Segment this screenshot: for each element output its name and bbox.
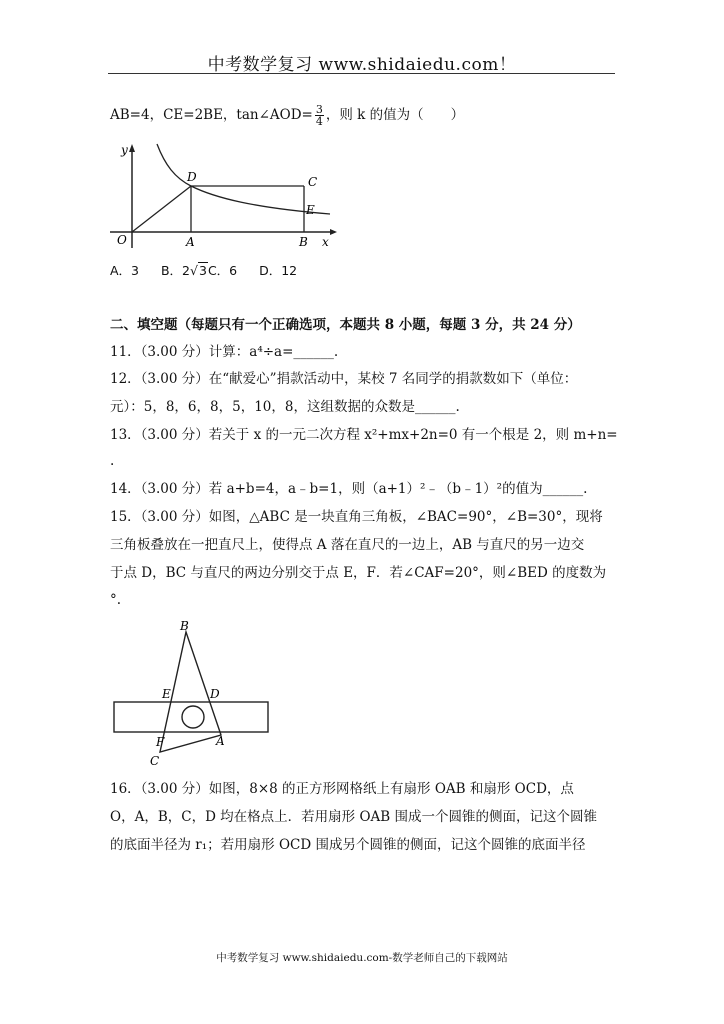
q12-line1: 12．（3.00 分）在“献爱心”捐款活动中，某校 7 名同学的捐款数如下（单位： (110, 371, 578, 387)
graph-label-y: y (121, 143, 128, 157)
fig-label-b: B (180, 619, 189, 633)
q13-line2: . (110, 453, 115, 469)
q10-option-b: B．2√3 (160, 263, 207, 278)
q10-stem (110, 104, 464, 127)
graph-label-x: x (322, 235, 329, 249)
fig-label-a: A (216, 734, 225, 748)
q14-text: 14．（3.00 分）若 a+b=4，a﹣b=1，则（a+1）²﹣（b﹣1）²的值为______. (110, 481, 588, 497)
q10-option-b-radicand: 3 (198, 263, 207, 278)
section-heading: 二、填空题（每题只有一个正确选项，本题共 8 小题，每题 3 分，共 24 分） (110, 317, 581, 333)
q15-line2: 三角板叠放在一把直尺上，使得点 A 落在直尺的一边上，AB 与直尺的另一边交 (110, 537, 585, 553)
q10-options (110, 262, 297, 280)
q10-stem-a: AB=4，CE=2BE，tan∠AOD= (110, 107, 313, 123)
q16-line2: O，A，B，C，D 均在格点上．若用扇形 OAB 围成一个圆锥的侧面，记这个圆锥 (110, 809, 598, 825)
q10-frac-den: 4 (315, 115, 323, 128)
header-divider (108, 73, 615, 74)
segment-od (132, 186, 191, 232)
fig-label-e: E (162, 687, 171, 701)
graph-label-d: D (187, 170, 197, 184)
graph-label-e: E (306, 203, 315, 217)
q10-graph (105, 140, 345, 252)
q10-option-a: A．3 (110, 263, 140, 278)
y-axis-arrow-icon (129, 144, 135, 152)
q10-frac-num: 3 (315, 103, 323, 116)
q10-option-d: D．12 (259, 263, 298, 278)
q10-fraction (315, 104, 324, 127)
page-footer: 中考数学复习 www.shidaiedu.com-数学老师自己的下载网站 (216, 952, 508, 964)
fig-label-d: D (210, 687, 220, 701)
graph-label-b: B (299, 235, 308, 249)
fig-label-c: C (150, 754, 160, 768)
q16-line3: 的底面半径为 r₁；若用扇形 OCD 围成另个圆锥的侧面，记这个圆锥的底面半径 (110, 837, 586, 853)
q12-line2: 元）：5，8，6，8，5，10，8，这组数据的众数是______. (110, 399, 460, 415)
graph-label-c: C (308, 175, 318, 189)
q10-stem-b: ，则 k 的值为（ ） (325, 107, 465, 123)
q13-line1: 13．（3.00 分）若关于 x 的一元二次方程 x²+mx+2n=0 有一个根是 2，则 m+n= (110, 427, 618, 443)
q10-option-c: C．6 (207, 263, 238, 278)
graph-label-o: O (117, 233, 127, 247)
q15-line3: 于点 D，BC 与直尺的两边分别交于点 E，F．若∠CAF=20°，则∠BED 的度数为 (110, 565, 607, 581)
fig-label-f: F (156, 735, 165, 749)
q15-line4: °. (110, 592, 122, 608)
q15-figure (108, 616, 278, 768)
x-axis-arrow-icon (330, 229, 337, 235)
q15-line1: 15．（3.00 分）如图，△ABC 是一块直角三角板，∠BAC=90°，∠B=30°，现将 (110, 509, 603, 525)
q11-text: 11．（3.00 分）计算：a⁴÷a=______. (110, 344, 339, 360)
q16-line1: 16．（3.00 分）如图，8×8 的正方形网格纸上有扇形 OAB 和扇形 OCD，点 (110, 781, 574, 797)
page-header-title: 中考数学复习 www.shidaiedu.com！ (207, 55, 517, 75)
ruler-hole-circle (182, 706, 204, 728)
graph-label-a: A (186, 235, 195, 249)
